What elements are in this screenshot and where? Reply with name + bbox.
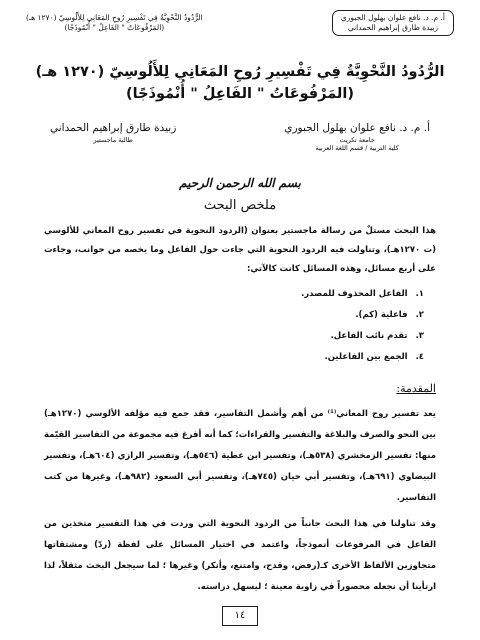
running-header-title-line-2: (المَرْفُوعَاتُ " الفَاعِلُ " أُنْمُوذَجًا) bbox=[64, 23, 165, 32]
list-item-number: ٤. bbox=[415, 352, 424, 362]
author-second bbox=[50, 122, 176, 153]
author-first-name: أ. م. د. نافع علوان بهلول الجبوري bbox=[284, 122, 430, 134]
list-item-number: ٢. bbox=[415, 310, 424, 320]
list-item-number: ١. bbox=[415, 289, 424, 299]
issues-list bbox=[44, 284, 436, 368]
abstract-paragraph: هذا البحث مستلٌ من رسالة ماجستير بعنوان (الردود النحوية في تفسير روح المعاني للألوسي (ت ١٢٧٠هـ)، وتناولت فيه الردود النحوية التي جاءت حول الفاعل وما يخصه من جوانب، وجاءت على أربع مسائل، وهذه المسائل كانت كالآتي: bbox=[44, 226, 436, 274]
author-first-university: جامعة تكريت bbox=[339, 136, 375, 144]
running-header-author-2: زبيدة طارق إبراهيم الحمداني bbox=[347, 23, 439, 32]
list-item-number: ٣. bbox=[415, 331, 424, 341]
author-second-affiliation bbox=[50, 136, 176, 144]
list-item bbox=[44, 347, 436, 368]
authors-block bbox=[50, 122, 430, 153]
running-header-title-line-1: الرُّدُودُ النَّحْوِيَّةُ فِي تَفْسِيرِ رُوحِ المَعَانِي لِلأَلُوسِيّ (١٢٧٠ هـ) bbox=[26, 12, 203, 22]
author-first-department: كلية التربية / قسم اللغة العربية bbox=[315, 144, 399, 153]
author-second-name: زبيدة طارق إبراهيم الحمداني bbox=[50, 122, 177, 134]
introduction-paragraph-1: يعد تفسير روح المعاني⁽¹⁾ من أهم وأشمل التفاسير، فقد جمع فيه مؤلفه الألوسي (١٢٧٠هـ) بين النحو والصرف والبلاغة والتفسير والقراءات؛ كما أنه أفرغ فيه مجموعة من التفاسير القيّمة منها: تفسير الزمخشري (٥٣٨هـ)، وتفسير ابن عطية (٥٤٦هـ)، وتفسير الرازي (٦٠٤هـ)، وتفسير البيضاوي (٦٩١هـ)، وتفسير أبي حيان (٧٤٥هـ)، وتفسير أبي السعود (٩٨٢هـ)، وغيرها من كتب التفاسير. bbox=[44, 409, 436, 503]
list-item bbox=[44, 305, 436, 326]
running-header-authors bbox=[332, 10, 454, 36]
introduction-heading: المقدمة: bbox=[396, 382, 436, 395]
author-first bbox=[284, 122, 430, 153]
running-header-title bbox=[26, 13, 203, 33]
list-item bbox=[44, 326, 436, 347]
page-title bbox=[30, 62, 450, 106]
list-item-text: تقدم نائب الفاعل. bbox=[330, 331, 408, 341]
page-title-line-2: (المَرْفُوعَاتُ " الفَاعِلُ " أُنْمُوذَجًا) bbox=[126, 85, 354, 102]
list-item-text: فاعلية (كم). bbox=[355, 310, 408, 320]
abstract-heading: ملخص البحث bbox=[203, 198, 277, 213]
author-first-affiliation bbox=[284, 136, 430, 153]
running-header-author-1: أ. م. د. نافع علوان بهلول الجبوري bbox=[340, 12, 445, 22]
page-title-line-1: الرُّدُودُ النَّحْوِيَّةُ فِي تَفْسِيرِ رُوحِ المَعَانِي لِلأَلُوسِيّ (١٢٧٠ هـ) bbox=[35, 64, 445, 80]
list-item-text: الفاعل المحذوف للمصدر. bbox=[301, 289, 408, 299]
page-number: ١٤ bbox=[222, 606, 258, 626]
basmala: بسم الله الرحمن الرحيم bbox=[179, 176, 301, 190]
list-item-text: الجمع بين الفاعلين. bbox=[324, 352, 408, 362]
author-second-status: طالبة ماجستير bbox=[93, 136, 133, 144]
introduction-paragraph-2: وقد تناولنا في هذا البحث جانباً من الردود النحوية التي وردت في هذا التفسير متخذين من الفاعل في المرفوعات أنموذجاً، واعتمد في اختيار المسائل على لفظة (ردّ) ومشتقاتها متجاوزين الألفاظ الأخرى كـ(رفض، وقدح، وامتنع، وأنكر) وغيرها ؛ لما سيجعل البحث مثقلاً، لذا ارتأينا أن نجعله محصوراً في زاوية معينة ؛ ليسهل دراسته. bbox=[44, 519, 436, 592]
running-header bbox=[26, 10, 454, 36]
list-item bbox=[44, 284, 436, 305]
